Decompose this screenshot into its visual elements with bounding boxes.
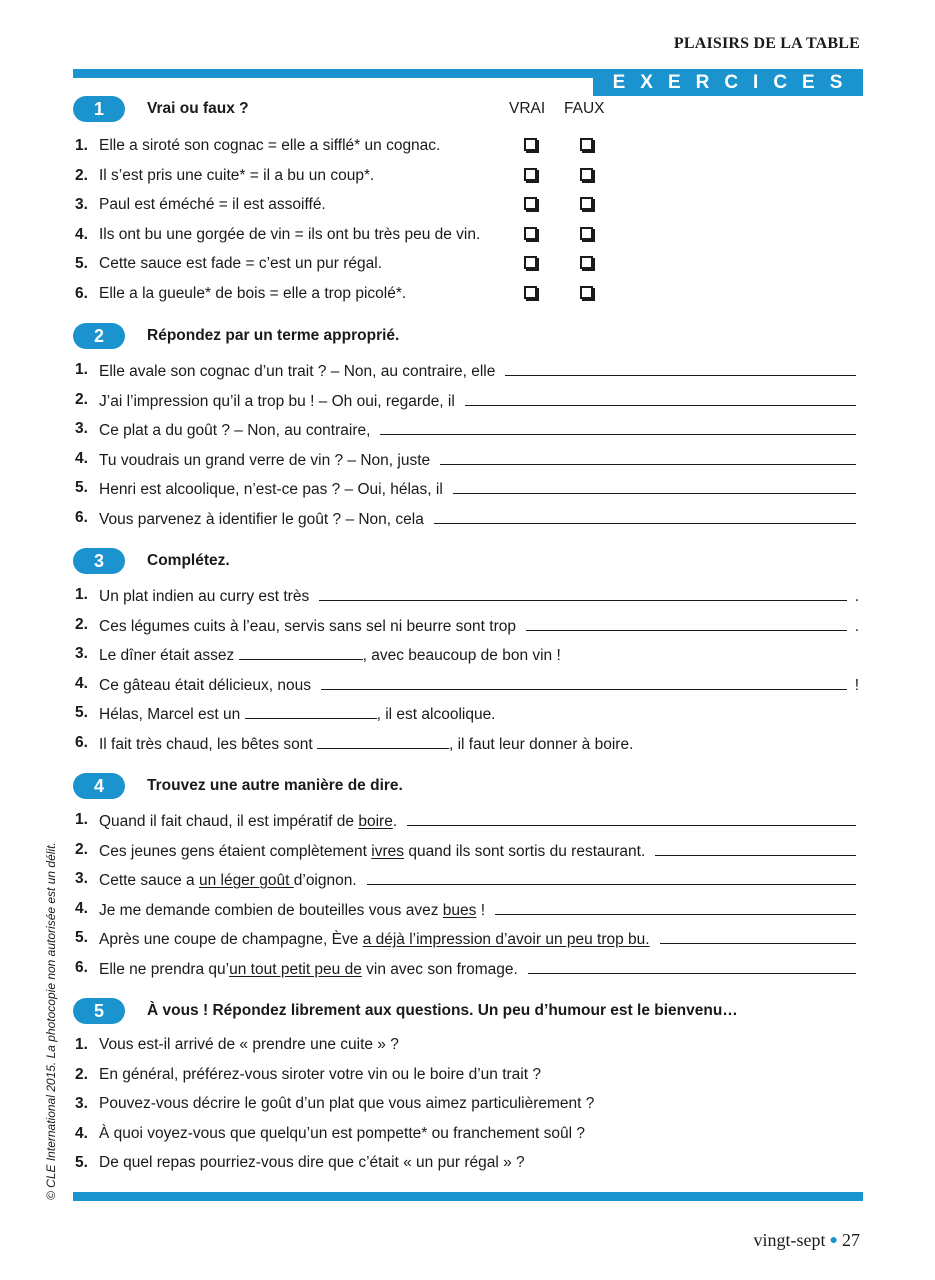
list-item: 2. Ces légumes cuits à l’eau, servis sans sel ni beurre sont trop .	[75, 615, 859, 635]
checkbox-vrai[interactable]	[524, 227, 537, 240]
exercices-banner: EXERCICES	[593, 69, 863, 96]
answer-line[interactable]	[317, 734, 449, 749]
answer-line[interactable]	[453, 479, 856, 494]
page-footer	[754, 1230, 860, 1251]
list-item: 4. Ce gâteau était délicieux, nous !	[75, 674, 859, 694]
checkbox-faux[interactable]	[580, 197, 593, 210]
list-item: 1. Un plat indien au curry est très .	[75, 586, 859, 605]
section-title: Vrai ou faux ?	[147, 100, 249, 117]
answer-line[interactable]	[380, 420, 856, 435]
list-item: 1. Quand il fait chaud, il est impératif de boire.	[73, 811, 863, 841]
list-item: 4. Je me demande combien de bouteilles vous avez bues !	[73, 900, 863, 930]
checkbox-faux[interactable]	[580, 227, 593, 240]
section-1	[73, 96, 863, 302]
section-number-badge: 1	[73, 96, 125, 122]
section-number-badge: 3	[73, 548, 125, 574]
section-number-badge: 4	[73, 773, 125, 799]
underlined-phrase: un léger goût	[198, 872, 294, 889]
list-item: 2. En général, préférez-vous siroter votre vin ou le boire d’un trait ?	[75, 1065, 541, 1083]
section-2	[73, 323, 863, 528]
list-item: 4. Ils ont bu une gorgée de vin = ils ont bu très peu de vin.	[73, 226, 863, 256]
bottom-rule	[73, 1192, 863, 1201]
list-item: 5. Cette sauce est fade = c’est un pur régal.	[73, 255, 863, 285]
section-4	[73, 773, 863, 978]
list-item: 3. Pouvez-vous décrire le goût d’un plat que vous aimez particulièrement ?	[75, 1095, 595, 1112]
list-item: 2. J’ai l’impression qu’il a trop bu ! – Oh oui, regarde, il	[73, 391, 863, 421]
checkbox-faux[interactable]	[580, 138, 593, 151]
list-item: 5. Henri est alcoolique, n’est-ce pas ? – Oui, hélas, il	[73, 479, 863, 509]
answer-line[interactable]	[528, 959, 856, 974]
section-number-badge: 5	[73, 998, 125, 1024]
list-item: 3. Paul est éméché = il est assoiffé.	[73, 196, 863, 226]
answer-line[interactable]	[434, 509, 856, 524]
checkbox-vrai[interactable]	[524, 286, 537, 299]
bullet-icon: ●	[829, 1233, 838, 1248]
answer-line[interactable]	[660, 929, 856, 944]
list-item: 5. Hélas, Marcel est un , il est alcoolique.	[75, 704, 496, 723]
checkbox-vrai[interactable]	[524, 256, 537, 269]
section-number-badge: 2	[73, 323, 125, 349]
checkbox-faux[interactable]	[580, 286, 593, 299]
list-item: 2. Il s’est pris une cuite* = il a bu un coup*.	[73, 167, 863, 197]
list-item: 3. Cette sauce a un léger goût d’oignon.	[73, 870, 863, 900]
checkbox-vrai[interactable]	[524, 138, 537, 151]
list-item: 1. Elle a siroté son cognac = elle a sifflé* un cognac.	[73, 137, 863, 167]
list-item: 6. Elle a la gueule* de bois = elle a trop picolé*.	[73, 285, 863, 315]
underlined-phrase: bues	[442, 901, 477, 919]
answer-line[interactable]	[440, 450, 856, 465]
answer-line[interactable]	[319, 586, 846, 601]
answer-line[interactable]	[655, 841, 856, 856]
column-faux: FAUX	[564, 100, 605, 117]
section-title: Trouvez une autre manière de dire.	[147, 777, 403, 794]
answer-line[interactable]	[495, 900, 856, 915]
answer-line[interactable]	[505, 361, 856, 376]
list-item: 3. Le dîner était assez , avec beaucoup de bon vin !	[75, 645, 561, 664]
section-3	[73, 548, 863, 753]
answer-line[interactable]	[407, 811, 856, 826]
page-number: 27	[842, 1230, 860, 1250]
checkbox-faux[interactable]	[580, 256, 593, 269]
list-item: 1. Vous est-il arrivé de « prendre une cuite » ?	[75, 1036, 399, 1053]
section-title: Répondez par un terme approprié.	[147, 327, 400, 344]
answer-line[interactable]	[239, 645, 363, 660]
list-item: 6. Elle ne prendra qu’un tout petit peu de vin avec son fromage.	[73, 959, 863, 989]
underlined-phrase: ivres	[371, 842, 405, 860]
chapter-title: PLAISIRS DE LA TABLE	[673, 35, 860, 52]
checkbox-vrai[interactable]	[524, 168, 537, 181]
list-item: 5. De quel repas pourriez-vous dire que c’était « un pur régal » ?	[75, 1154, 525, 1171]
answer-line[interactable]	[245, 704, 377, 719]
column-vrai: VRAI	[509, 100, 546, 117]
answer-line[interactable]	[526, 616, 847, 631]
checkbox-vrai[interactable]	[524, 197, 537, 210]
answer-line[interactable]	[465, 391, 856, 406]
list-item: 4. Tu voudrais un grand verre de vin ? – Non, juste	[73, 450, 863, 480]
section-title: À vous ! Répondez librement aux questions. Un peu d’humour est le bienvenu…	[147, 1002, 738, 1019]
underlined-phrase: boire	[358, 813, 393, 830]
list-item: 3. Ce plat a du goût ? – Non, au contraire,	[73, 420, 863, 450]
list-item: 1. Elle avale son cognac d’un trait ? – Non, au contraire, elle	[73, 361, 863, 391]
underlined-phrase: un tout petit peu de	[229, 960, 362, 978]
list-item: 6. Vous parvenez à identifier le goût ? – Non, cela	[73, 509, 863, 539]
list-item: 5. Après une coupe de champagne, Ève a déjà l’impression d’avoir un peu trop bu.	[73, 929, 863, 959]
underlined-phrase: a déjà l’impression d’avoir un peu trop bu.	[362, 931, 650, 948]
section-5	[73, 998, 863, 1171]
page-word: vingt-sept	[753, 1230, 826, 1250]
answer-line[interactable]	[367, 870, 856, 885]
section-title: Complétez.	[147, 552, 230, 569]
copyright-notice: © CLE International 2015. La photocopie non autorisée est un délit.	[44, 842, 58, 1200]
list-item: 6. Il fait très chaud, les bêtes sont , il faut leur donner à boire.	[75, 733, 634, 753]
list-item: 2. Ces jeunes gens étaient complètement ivres quand ils sont sortis du restaurant.	[73, 841, 863, 871]
answer-line[interactable]	[321, 675, 847, 690]
checkbox-faux[interactable]	[580, 168, 593, 181]
list-item: 4. À quoi voyez-vous que quelqu’un est pompette* ou franchement soûl ?	[75, 1124, 585, 1142]
